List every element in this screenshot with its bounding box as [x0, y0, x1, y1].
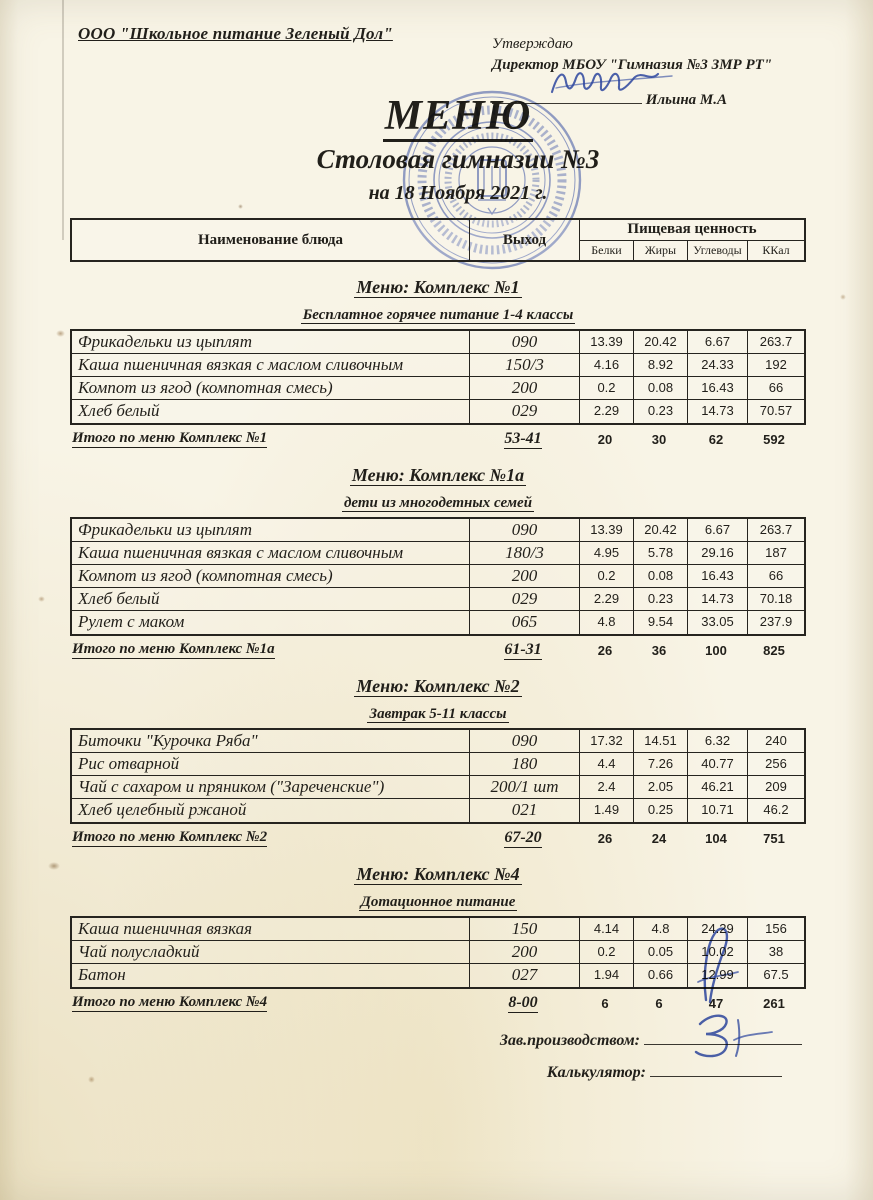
carbs-value: 6.67: [688, 331, 748, 353]
kcal-value: 256: [765, 756, 787, 771]
cafeteria-name: Столовая гимназии №3: [316, 144, 600, 174]
kcal-value: 263.7: [759, 522, 793, 537]
fat-value: 7.26: [634, 753, 688, 775]
protein-value: 2.4: [580, 776, 634, 798]
kcal-value: 237.9: [759, 614, 793, 629]
dish-name: Батон: [72, 964, 470, 987]
total-protein: 6: [601, 996, 609, 1011]
portion-size: 150: [470, 918, 580, 940]
col-header-nutrition-group: [580, 220, 804, 260]
section-title-complex1: Меню: Комплекс №1: [356, 277, 520, 297]
carbs-value: 14.73: [688, 588, 748, 610]
total-carbs: 104: [705, 831, 727, 846]
total-kcal: 825: [763, 643, 785, 658]
carbs-value: 16.43: [688, 565, 748, 587]
protein-value: 0.2: [580, 565, 634, 587]
approval-director: Директор МБОУ "Гимназия №3 ЗМР РТ": [492, 57, 773, 73]
production-manager-blank: [644, 1044, 802, 1045]
menu-row: [72, 753, 804, 776]
col-header-kcal: ККал: [762, 243, 790, 257]
total-fat: 30: [651, 432, 667, 447]
menu-row: [72, 377, 804, 400]
carbs-value: 12.99: [688, 964, 748, 987]
section-title-complex1a: Меню: Комплекс №1а: [351, 465, 525, 485]
kcal-value: 38: [768, 944, 784, 959]
kcal-value: 156: [765, 921, 787, 936]
total-kcal: 592: [763, 432, 785, 447]
col-header-nutrition: Пищевая ценность: [580, 220, 804, 241]
portion-size: 200: [470, 377, 580, 399]
fat-value: 0.23: [634, 400, 688, 423]
section-subtitle-complex2: Завтрак 5-11 классы: [369, 706, 507, 722]
col-header-out: Выход: [470, 220, 580, 260]
protein-value: 4.95: [580, 542, 634, 564]
section-total-complex2: [70, 829, 806, 849]
kcal-value: 46.2: [763, 802, 789, 817]
fat-value: 0.08: [634, 377, 688, 399]
menu-row: [72, 730, 804, 753]
kcal-value: 66: [768, 380, 784, 395]
carbs-value: 46.21: [688, 776, 748, 798]
dish-name: Чай полусладкий: [72, 941, 470, 963]
menu-row: [72, 964, 804, 987]
calculator-line: [70, 1064, 806, 1082]
col-header-fat: Жиры: [634, 241, 688, 260]
protein-value: 17.32: [580, 730, 634, 752]
kcal-value: 209: [765, 779, 787, 794]
title-block: [90, 92, 826, 205]
dish-name: Хлеб белый: [72, 588, 470, 610]
kcal-value: 192: [765, 357, 787, 372]
protein-value: 4.14: [580, 918, 634, 940]
protein-value: 13.39: [580, 331, 634, 353]
section-title-complex4: Меню: Комплекс №4: [356, 864, 520, 884]
protein-value: 4.8: [580, 611, 634, 634]
total-label: Итого по меню Комплекс №2: [72, 829, 268, 845]
portion-size: 180/3: [470, 542, 580, 564]
dish-name: Рис отварной: [72, 753, 470, 775]
menu-row: [72, 331, 804, 354]
protein-value: 13.39: [580, 519, 634, 541]
menu-table-complex1: [70, 329, 806, 425]
dish-name: Каша пшеничная вязкая: [72, 918, 470, 940]
kcal-value: 67.5: [763, 967, 789, 982]
fat-value: 0.25: [634, 799, 688, 822]
section-title-complex2: Меню: Комплекс №2: [356, 676, 520, 696]
dish-name: Компот из ягод (компотная смесь): [72, 565, 470, 587]
scan-edge: [62, 0, 64, 240]
portion-size: 021: [470, 799, 580, 822]
fat-value: 20.42: [634, 331, 688, 353]
portion-size: 200: [470, 565, 580, 587]
fat-value: 0.08: [634, 565, 688, 587]
total-label: Итого по меню Комплекс №1а: [72, 641, 275, 657]
kcal-value: 66: [768, 568, 784, 583]
col-header-protein: Белки: [580, 241, 634, 260]
dish-name: Хлеб целебный ржаной: [72, 799, 470, 822]
nutrition-subheaders: [580, 241, 804, 260]
scan-artifact: [38, 596, 45, 602]
menu-date: на 18 Ноября 2021 г.: [368, 182, 548, 204]
total-fat: 24: [651, 831, 667, 846]
dish-name: Рулет с маком: [72, 611, 470, 634]
carbs-value: 10.02: [688, 941, 748, 963]
fat-value: 8.92: [634, 354, 688, 376]
dish-name: Фрикадельки из цыплят: [72, 519, 470, 541]
scan-artifact: [840, 294, 846, 300]
menu-content: [70, 218, 806, 1082]
protein-value: 4.4: [580, 753, 634, 775]
section-subtitle-complex1a: дети из многодетных семей: [343, 495, 533, 511]
production-manager-line: [70, 1032, 806, 1050]
menu-row: [72, 588, 804, 611]
fat-value: 9.54: [634, 611, 688, 634]
menu-row: [72, 542, 804, 565]
menu-row: [72, 400, 804, 423]
dish-name: Компот из ягод (компотная смесь): [72, 377, 470, 399]
menu-row: [72, 799, 804, 822]
section-total-complex1: [70, 430, 806, 450]
total-price: 61-31: [504, 641, 542, 658]
total-label: Итого по меню Комплекс №4: [72, 994, 268, 1010]
signature-footer: [70, 1032, 806, 1082]
portion-size: 029: [470, 400, 580, 423]
section-subtitle-complex4: Дотационное питание: [360, 894, 516, 910]
section-subtitle-complex1: Бесплатное горячее питание 1-4 классы: [302, 307, 574, 323]
company-name: ООО "Школьное питание Зеленый Дол": [78, 24, 393, 43]
total-price: 67-20: [504, 829, 542, 846]
total-protein: 20: [597, 432, 613, 447]
portion-size: 090: [470, 331, 580, 353]
menu-row: [72, 565, 804, 588]
total-protein: 26: [597, 643, 613, 658]
dish-name: Хлеб белый: [72, 400, 470, 423]
protein-value: 4.16: [580, 354, 634, 376]
total-fat: 36: [651, 643, 667, 658]
col-header-dish: Наименование блюда: [72, 220, 470, 260]
menu-row: [72, 519, 804, 542]
calculator-label: Калькулятор:: [546, 1064, 646, 1081]
total-label: Итого по меню Комплекс №1: [72, 430, 268, 446]
portion-size: 065: [470, 611, 580, 634]
carbs-value: 40.77: [688, 753, 748, 775]
menu-table-complex2: [70, 728, 806, 824]
menu-row: [72, 941, 804, 964]
carbs-value: 6.67: [688, 519, 748, 541]
fat-value: 0.05: [634, 941, 688, 963]
portion-size: 027: [470, 964, 580, 987]
approval-word: Утверждаю: [492, 36, 573, 52]
scan-artifact: [48, 862, 60, 870]
carbs-value: 29.16: [688, 542, 748, 564]
dish-name: Биточки "Курочка Ряба": [72, 730, 470, 752]
carbs-value: 6.32: [688, 730, 748, 752]
col-header-carbs: Углеводы: [688, 241, 748, 260]
carbs-value: 14.73: [688, 400, 748, 423]
fat-value: 0.23: [634, 588, 688, 610]
total-carbs: 100: [705, 643, 727, 658]
scan-artifact: [56, 330, 65, 337]
portion-size: 200: [470, 941, 580, 963]
calculator-blank: [650, 1076, 782, 1077]
kcal-value: 187: [765, 545, 787, 560]
carbs-value: 24.33: [688, 354, 748, 376]
fat-value: 2.05: [634, 776, 688, 798]
portion-size: 180: [470, 753, 580, 775]
fat-value: 5.78: [634, 542, 688, 564]
total-kcal: 751: [763, 831, 785, 846]
menu-table-complex4: [70, 916, 806, 989]
protein-value: 0.2: [580, 941, 634, 963]
kcal-value: 70.57: [759, 403, 793, 418]
menu-row: [72, 354, 804, 377]
production-manager-label: Зав.производством:: [499, 1032, 640, 1049]
menu-row: [72, 611, 804, 634]
carbs-value: 33.05: [688, 611, 748, 634]
total-fat: 6: [655, 996, 663, 1011]
dish-name: Фрикадельки из цыплят: [72, 331, 470, 353]
protein-value: 2.29: [580, 400, 634, 423]
dish-name: Каша пшеничная вязкая с маслом сливочным: [72, 354, 470, 376]
table-header: [70, 218, 806, 262]
carbs-value: 16.43: [688, 377, 748, 399]
total-price: 8-00: [508, 994, 538, 1011]
approval-signer: Ильина М.А: [645, 92, 727, 108]
total-kcal: 261: [763, 996, 785, 1011]
section-total-complex1a: [70, 641, 806, 661]
dish-name: Каша пшеничная вязкая с маслом сливочным: [72, 542, 470, 564]
menu-table-complex1a: [70, 517, 806, 636]
menu-row: [72, 776, 804, 799]
portion-size: 090: [470, 730, 580, 752]
portion-size: 150/3: [470, 354, 580, 376]
protein-value: 2.29: [580, 588, 634, 610]
kcal-value: 70.18: [759, 591, 793, 606]
portion-size: 200/1 шт: [470, 776, 580, 798]
protein-value: 0.2: [580, 377, 634, 399]
document-title: МЕНЮ: [90, 92, 826, 140]
kcal-value: 240: [765, 733, 787, 748]
fat-value: 20.42: [634, 519, 688, 541]
portion-size: 090: [470, 519, 580, 541]
section-total-complex4: [70, 994, 806, 1014]
carbs-value: 24.29: [688, 918, 748, 940]
fat-value: 4.8: [634, 918, 688, 940]
total-protein: 26: [597, 831, 613, 846]
protein-value: 1.94: [580, 964, 634, 987]
protein-value: 1.49: [580, 799, 634, 822]
fat-value: 14.51: [634, 730, 688, 752]
portion-size: 029: [470, 588, 580, 610]
total-carbs: 47: [708, 996, 724, 1011]
fat-value: 0.66: [634, 964, 688, 987]
dish-name: Чай с сахаром и пряником ("Зареченские"): [72, 776, 470, 798]
carbs-value: 10.71: [688, 799, 748, 822]
menu-row: [72, 918, 804, 941]
kcal-value: 263.7: [759, 334, 793, 349]
total-carbs: 62: [708, 432, 724, 447]
total-price: 53-41: [504, 430, 542, 447]
